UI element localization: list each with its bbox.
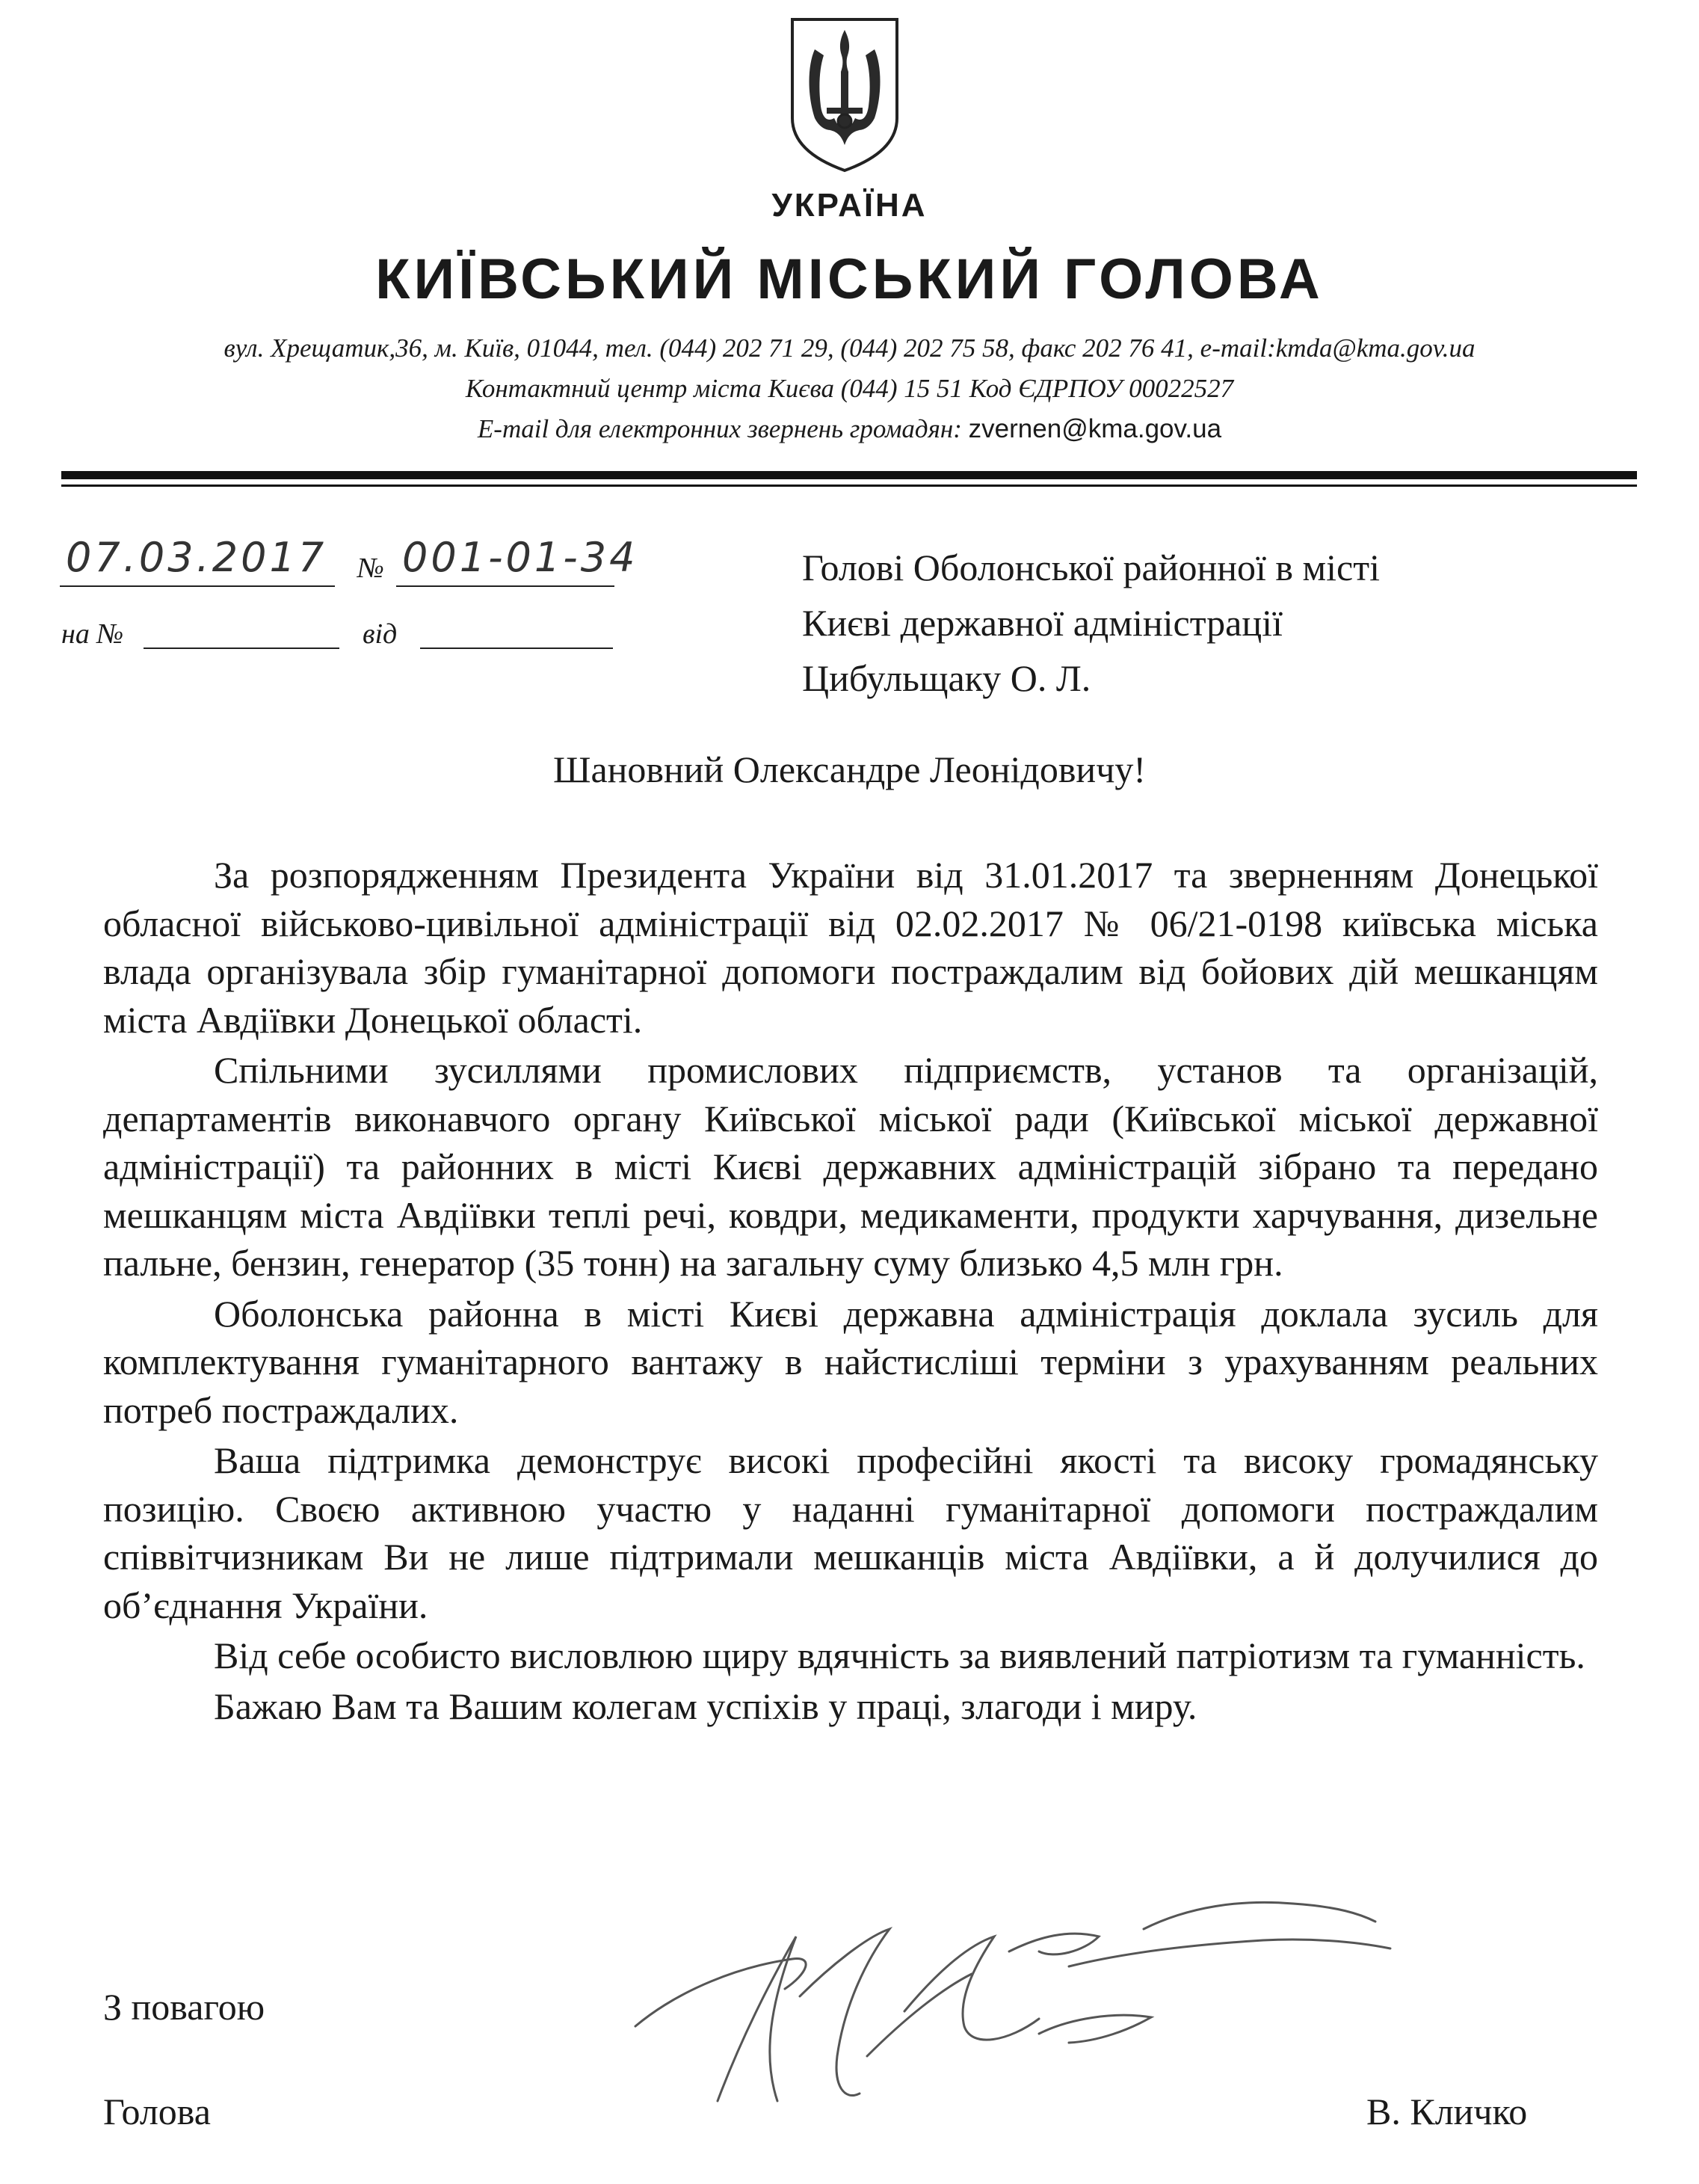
body-paragraph: За розпорядженням Президента України від 31.01.2017 та зверненням Донецької обласної військово-цивільної адміністрації від 02.02.2017 № 06/21-0198 київська міська влада організувала збір гуманітарної допомоги постраждалим від бойових дій мешканцям міста Авдіївки Донецької області. xyxy=(103,854,1598,1041)
addressee-block xyxy=(802,540,1380,706)
addressee-line: Цибульщаку О. Л. xyxy=(802,657,1091,699)
contact-email-line xyxy=(0,414,1699,444)
addressee-line: Києві державної адміністрації xyxy=(802,602,1283,644)
contact-center-line: Контактний центр міста Києва (044) 15 51 Код ЄДРПОУ 00022527 xyxy=(465,374,1234,403)
country-heading: УКРАЇНА xyxy=(771,187,928,224)
reference-from-label: від xyxy=(363,618,398,650)
signatory-name: В. Кличко xyxy=(1366,2091,1528,2132)
signatory-title: Голова xyxy=(103,2091,211,2132)
body-paragraph: Спільними зусиллями промислових підприємств, установ та організацій, департаментів виконавчого органу Київської міської ради (Київської міської державної адміністрації) та районних в місті Києві державних адміністрацій зібрано та передано мешканцям міста Авдіївки теплі речі, ковдри, медикаменти, продукти харчування, дизельне пальне, бензин, генератор (35 тонн) на загальну суму близько 4,5 млн грн. xyxy=(103,1049,1598,1284)
reference-number-underline xyxy=(144,647,339,649)
header-divider-thin xyxy=(61,485,1637,487)
office-heading: КИЇВСЬКИЙ МІСЬКИЙ ГОЛОВА xyxy=(375,247,1324,311)
number-label: № xyxy=(357,553,384,584)
registration-date: 07.03.2017 xyxy=(66,534,327,581)
reference-number-label: на № xyxy=(61,618,124,650)
header-divider-thick xyxy=(61,471,1637,479)
trident-emblem-icon xyxy=(785,13,904,174)
body-paragraph: Ваша підтримка демонструє високі професійні якості та високу громадянську позицію. Своєю активною участю у наданні гуманітарної допомоги постраждалим співвітчизникам Ви не лише підтримали мешканців міста Авдіївки, а й долучилися до об’єднання України. xyxy=(103,1439,1598,1626)
date-underline xyxy=(60,585,335,587)
number-underline xyxy=(396,585,614,587)
contact-email: zvernen@kma.gov.ua xyxy=(968,414,1222,443)
closing-phrase: З повагою xyxy=(103,1986,265,2028)
contact-address-line: вул. Хрещатик,36, м. Київ, 01044, тел. (044) 202 71 29, (044) 202 75 58, факс 202 76 41, e-mail:kmda@kma.gov.ua xyxy=(223,333,1476,363)
body-paragraph: Оболонська районна в місті Києві державна адміністрація доклала зусиль для комплектування гуманітарного вантажу в найстисліші терміни з урахуванням реальних потреб постраждалих. xyxy=(103,1292,1598,1431)
addressee-line: Голові Оболонської районної в місті xyxy=(802,547,1380,588)
registration-number: 001-01-34 xyxy=(402,534,638,581)
body-paragraph: Від себе особисто висловлюю щиру вдячність за виявлений патріотизм та гуманність. xyxy=(214,1634,1585,1676)
reference-date-underline xyxy=(420,647,613,649)
handwritten-signature xyxy=(620,1877,1405,2123)
salutation: Шановний Олександре Леонідовичу! xyxy=(553,748,1146,790)
body-paragraph: Бажаю Вам та Вашим колегам успіхів у праці, злагоди і миру. xyxy=(214,1685,1197,1727)
contact-email-label: E-mail для електронних звернень громадян: xyxy=(477,414,962,443)
letter-body xyxy=(103,851,1598,1732)
